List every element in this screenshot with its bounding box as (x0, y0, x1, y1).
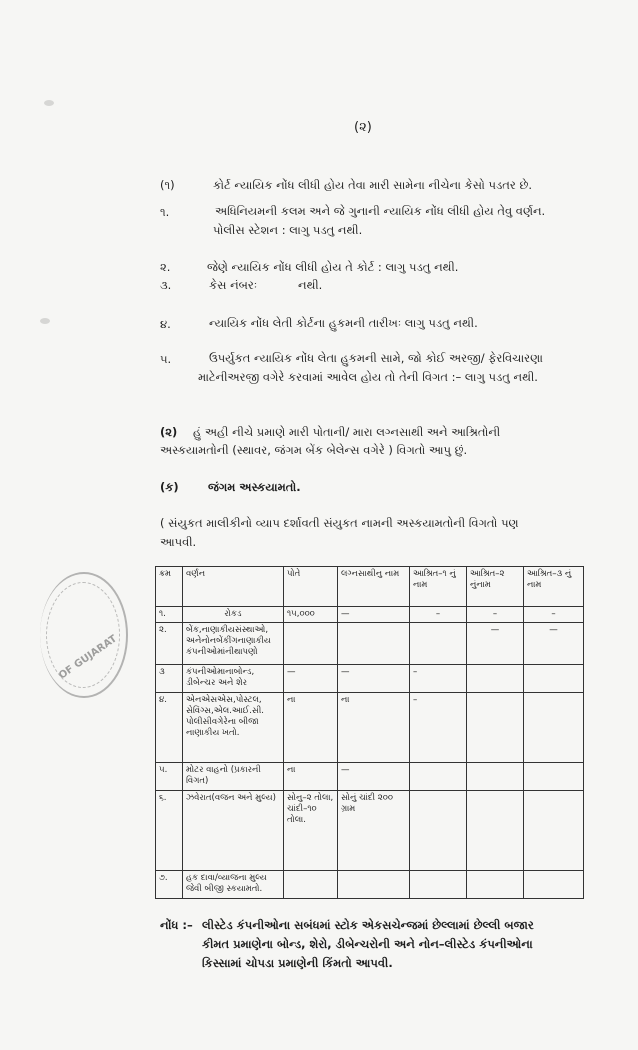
table-cell (467, 693, 524, 763)
header-cell: પોતે (284, 567, 338, 607)
table-cell: મોટર વાહનો (પ્રકારની વિગત) (183, 763, 284, 791)
section2-text: હું અહી નીચે પ્રમાણે મારી પોતાની/ મારા લગ્નસાથી અને આશ્રિતોની (193, 425, 501, 439)
table-cell: કંપનીઓમાનાબોન્ડ, ડીબેન્ચર અને શેર (183, 665, 284, 693)
item-text: માટેનીઅરજી વગેરે કરવામાં આવેલ હોય તો તેની વિગત :– લાગુ પડતુ નથી. (198, 370, 538, 384)
table-cell (410, 791, 467, 871)
header-cell: આશ્રિત–૧ નું નામ (410, 567, 467, 607)
table-cell: ૧૫,૦૦૦ (284, 607, 338, 623)
footer-note-text: કીમત પ્રમાણેના બોન્ડ, શેરો, ડીબેન્ચરોની અને નોન–લીસ્ટેડ કંપનીઓના (202, 937, 533, 951)
table-cell: બેંક,નાણાકીયસંસ્થાઓ, અનેનોનબેંકીંગનાણાકીય કંપનીઓમાંનીથાપણો (183, 623, 284, 665)
table-cell: ૪. (156, 693, 183, 763)
section2-number: (૨) (160, 425, 178, 439)
page-number: (૨) (354, 120, 372, 135)
joint-ownership-note: આપવી. (160, 535, 197, 549)
table-cell (410, 623, 467, 665)
table-cell (467, 791, 524, 871)
table-cell: – (410, 665, 467, 693)
section2-text: અસ્કયામતોની (સ્થાવર, જંગમ બેંક બેલેન્સ વગેરે ) વિગતો આપુ છું. (160, 443, 468, 457)
subsection-number: (ક) (160, 480, 179, 494)
item-number: ૨. (160, 260, 171, 274)
table-cell: ૭. (156, 871, 183, 899)
footer-note-text: કિસ્સામાં ચોપડા પ્રમાણેની કિંમતો આપવી. (202, 956, 393, 970)
table-row (156, 623, 584, 665)
table-cell: — (338, 763, 410, 791)
table-cell: રોકડ (183, 607, 284, 623)
table-cell: – (410, 693, 467, 763)
header-cell: આશ્રિત–૩ નું નામ (524, 567, 584, 607)
header-cell: લગ્નસાથીનુ નામ (338, 567, 410, 607)
item-text: અધિનિયમની કલમ અને જે ગુનાની ન્યાયિક નોંધ લીધી હોય તેવુ વર્ણન. (215, 204, 546, 218)
table-cell: — (338, 607, 410, 623)
table-cell: ૧. (156, 607, 183, 623)
table-cell: ૬. (156, 791, 183, 871)
table-cell: ના (284, 693, 338, 763)
punch-hole (40, 318, 50, 324)
item-number: ૩. (160, 278, 172, 292)
table-cell: — (338, 665, 410, 693)
table-cell (524, 871, 584, 899)
table-cell (467, 665, 524, 693)
table-cell (338, 623, 410, 665)
table-row (156, 665, 584, 693)
joint-ownership-note: ( સંયુકત માલીકીનો વ્યાપ દર્શાવતી સંયુકત નામની અસ્કયામતોની વિગતો પણ (160, 516, 519, 530)
movable-assets-table (155, 566, 584, 899)
table-header-row (156, 567, 584, 607)
table-cell: ના (338, 693, 410, 763)
header-cell: વર્ણન (183, 567, 284, 607)
table-cell (467, 871, 524, 899)
footer-note-label: નોંધ :– (160, 918, 193, 932)
table-cell (410, 763, 467, 791)
table-cell: ના (284, 763, 338, 791)
table-cell: – (410, 607, 467, 623)
subsection-title: જંગમ અસ્કયામતો. (208, 480, 301, 494)
table-cell (338, 871, 410, 899)
table-row (156, 791, 584, 871)
item-text: જેણે ન્યાયિક નોંધ લીધી હોય તે કોર્ટ : લાગુ પડતુ નથી. (207, 260, 459, 274)
table-cell: — (524, 623, 584, 665)
table-cell: એનએસએસ,પોસ્ટલ, સેવિંગ્સ,એલ.આઈ.સી. પોલીસીવગેરેના બીજા નાણાકીય ખતો. (183, 693, 284, 763)
table-cell: – (524, 607, 584, 623)
table-cell (284, 623, 338, 665)
table-cell: સોનુ–૨ તોલા, ચાંદી–૧૦ તોલા. (284, 791, 338, 871)
table-cell: — (467, 623, 524, 665)
table-cell: ૨. (156, 623, 183, 665)
item-number: ૪. (160, 317, 171, 331)
table-cell: — (284, 665, 338, 693)
table-cell (524, 791, 584, 871)
table-cell (284, 871, 338, 899)
item-text: ઉપર્યુકત ન્યાયિક નોંધ લેતા હુકમની સામે, જો કોઈ અરજી/ ફેરવિચારણા (209, 351, 543, 365)
table-cell: ૩ (156, 665, 183, 693)
header-cell: આશ્રિત–૨ નુંનામ (467, 567, 524, 607)
section1-number: (૧) (160, 178, 175, 192)
table-row (156, 871, 584, 899)
item-text: ન્યાયિક નોંધ લેતી કોર્ટના હુકમની તારીખઃ લાગુ પડતુ નથી. (209, 316, 478, 330)
table-row (156, 607, 584, 623)
table-cell: સોનું ચાંદી ૨૦૦ ગ્રામ (338, 791, 410, 871)
table-cell: હક દાવા/વ્યાજના મુલ્ય જેવી બીજી સ્કયામતો. (183, 871, 284, 899)
item-text: કેસ નંબરઃ (209, 278, 258, 292)
table-cell (524, 763, 584, 791)
table-row (156, 763, 584, 791)
table-row (156, 693, 584, 763)
header-cell: ક્રમ (156, 567, 183, 607)
table-cell: ૫. (156, 763, 183, 791)
footer-note-text: લીસ્ટેડ કંપનીઓના સબંધમાં સ્ટોક એકસચેન્જમાં છેલ્લામાં છેલ્લી બજાર (202, 918, 534, 932)
table-cell (467, 763, 524, 791)
section1-heading: કોર્ટ ન્યાયિક નોંધ લીધી હોય તેવા મારી સામેના નીચેના કેસો પડતર છે. (213, 178, 533, 192)
punch-hole (44, 100, 54, 106)
item-value: નથી. (298, 278, 323, 292)
table-cell (524, 693, 584, 763)
item-text: પોલીસ સ્ટેશન : લાગુ પડતુ નથી. (213, 223, 363, 237)
table-cell (524, 665, 584, 693)
table-cell: – (467, 607, 524, 623)
seal-text: OF GUJARAT (57, 633, 120, 682)
item-number: ૧. (160, 205, 170, 219)
official-seal (40, 572, 128, 698)
table-cell: ઝવેરાત(વજન અને મુલ્ય) (183, 791, 284, 871)
table-cell (410, 871, 467, 899)
item-number: ૫. (160, 352, 172, 366)
